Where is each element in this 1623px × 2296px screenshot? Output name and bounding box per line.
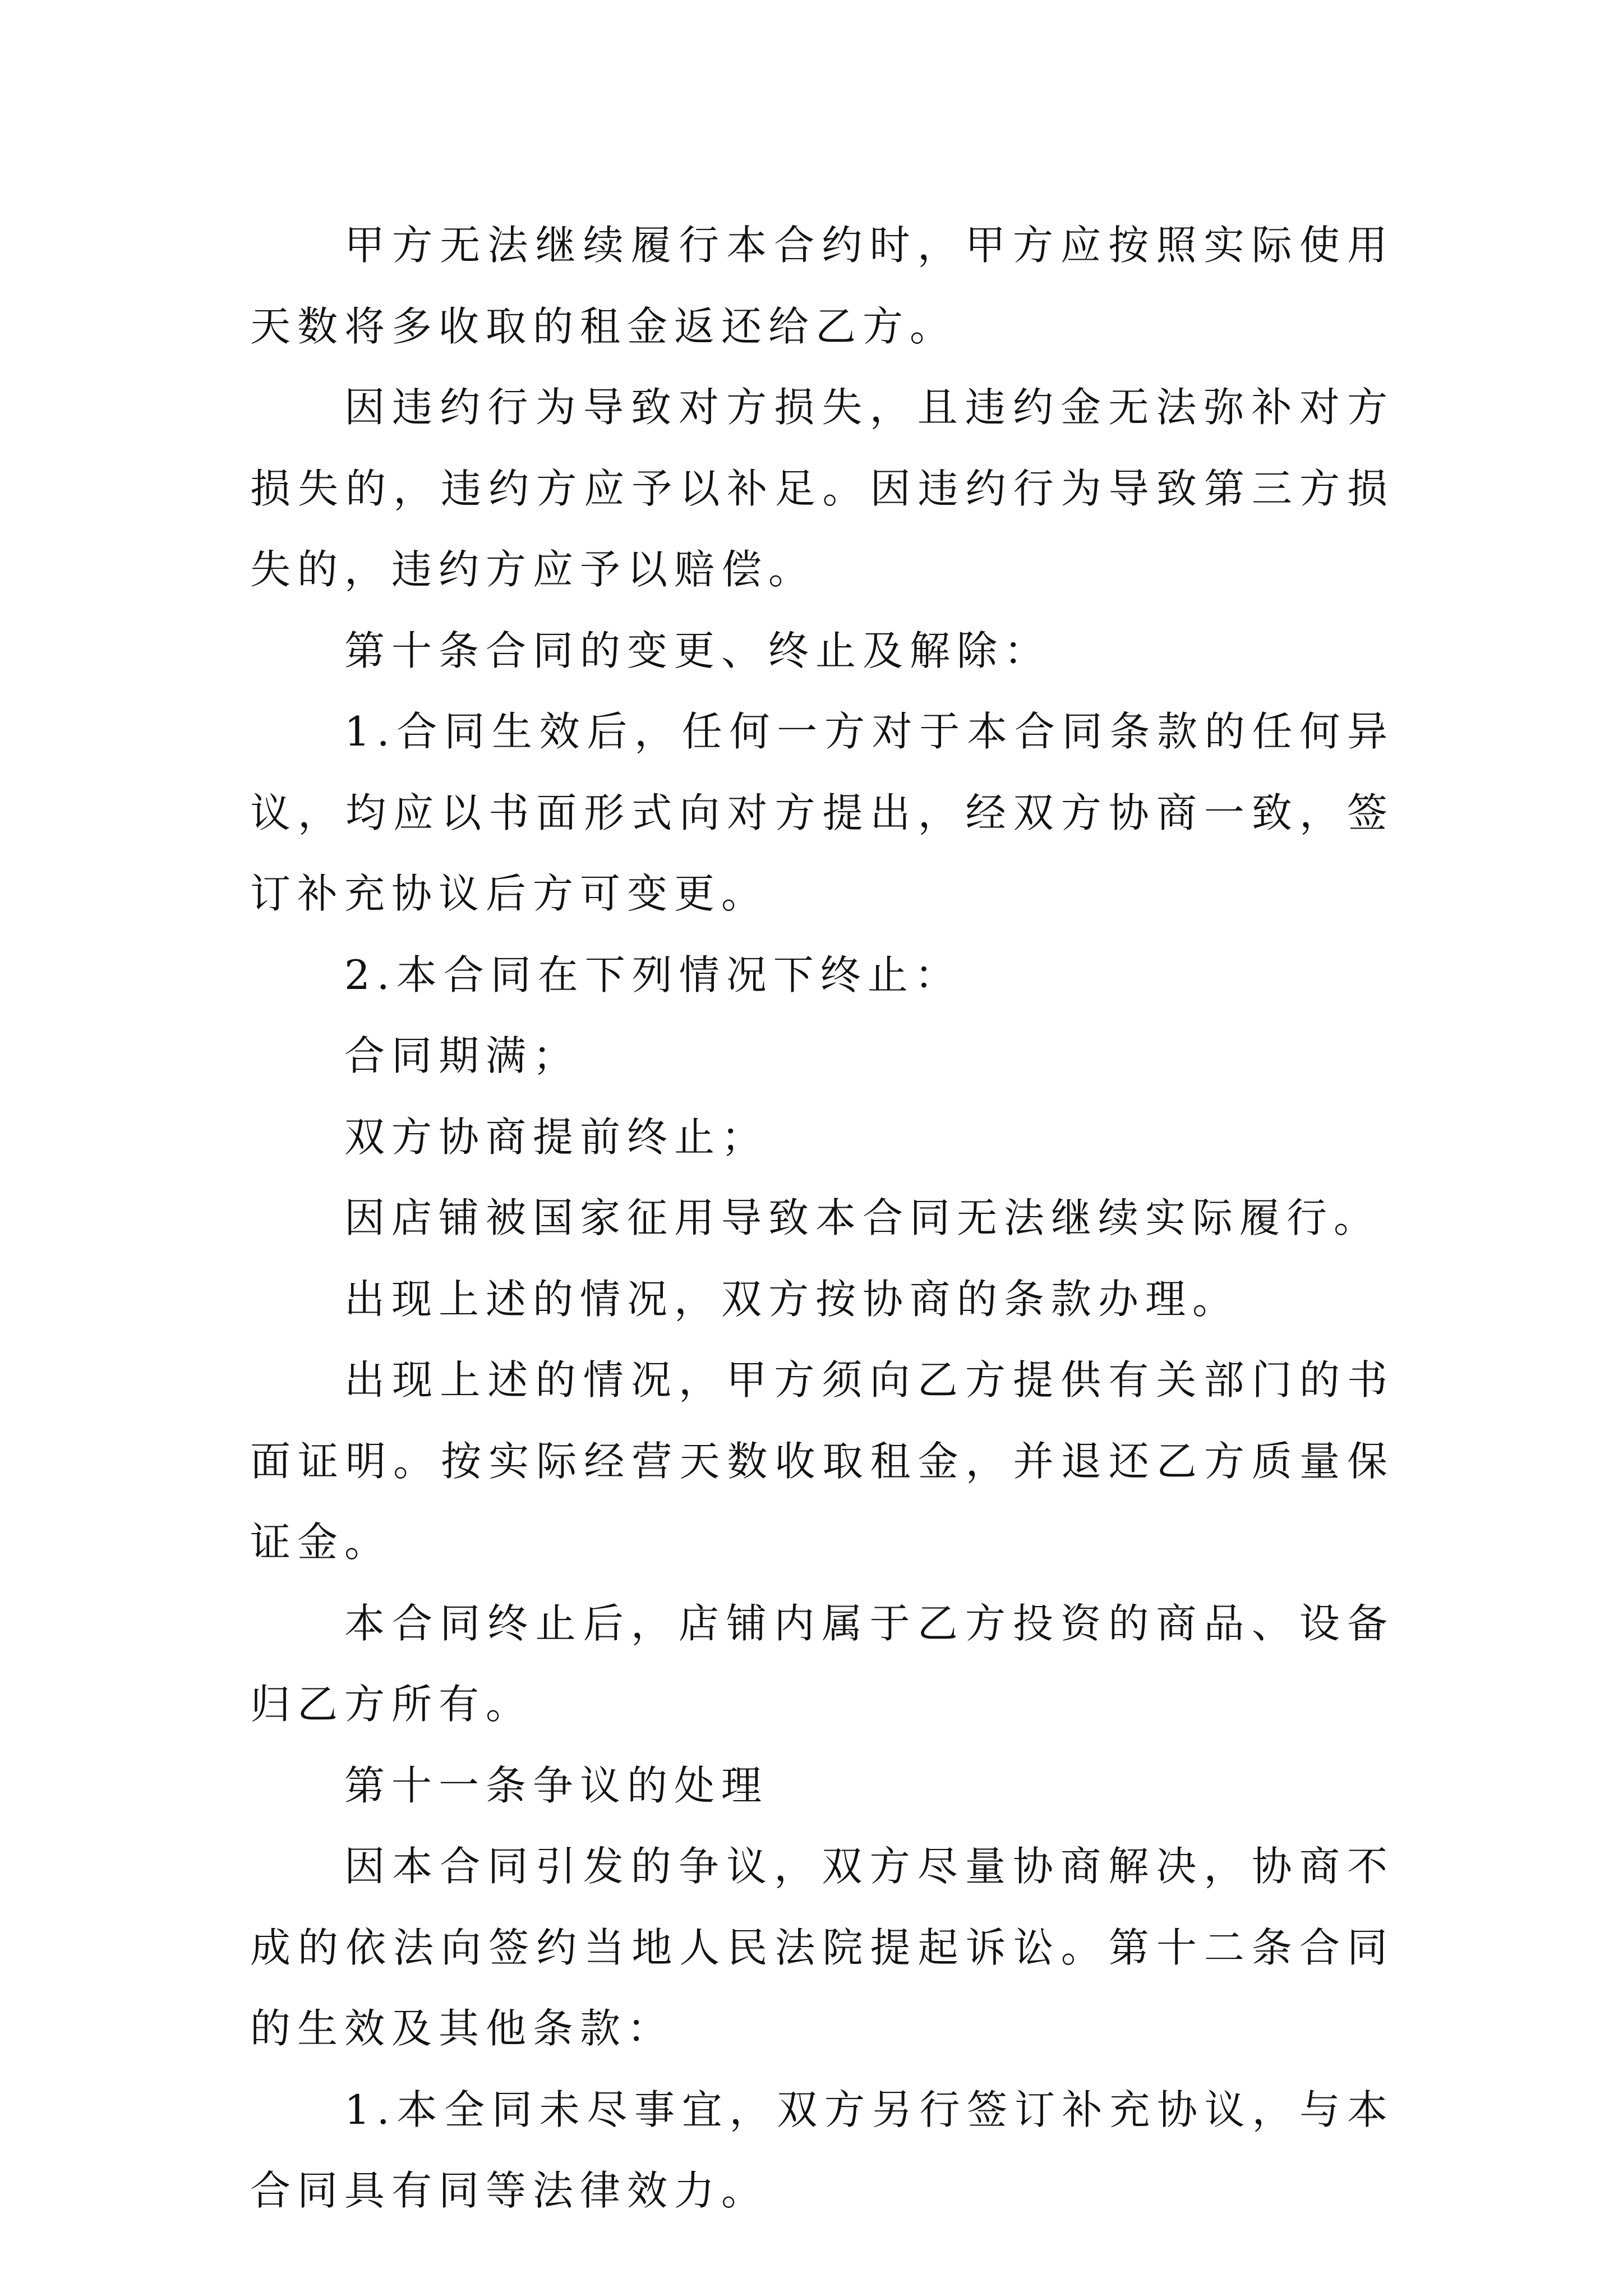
section-heading-article-10: 第十条合同的变更、终止及解除： [344,627,1052,674]
paragraph-asset-ownership: 本合同终止后，店铺内属于乙方投资的商品、设备归乙方所有。 [250,1599,1394,1728]
list-item-contract-expiry: 合同期满； [344,1032,580,1079]
document-body [250,205,1394,2231]
paragraph-refund-rent: 甲方无法继续履行本合约时，甲方应按照实际使用天数将多收取的租金返还给乙方。 [250,222,1394,350]
paragraph-amendment: 1.合同生效后，任何一方对于本合同条款的任何异议，均应以书面形式向对方提出，经双方协商一致，签订补充协议后方可变更。 [250,708,1394,917]
paragraph-handle-by-agreement: 出现上述的情况，双方按协商的条款办理。 [344,1275,1240,1323]
section-heading-article-11: 第十一条争议的处理 [344,1761,769,1809]
paragraph-termination-conditions: 2.本合同在下列情况下终止： [344,951,962,999]
paragraph-breach-compensation: 因违约行为导致对方损失，且违约金无法弥补对方损失的，违约方应予以补足。因违约行为导致第三方损失的，违约方应予以赔偿。 [250,384,1394,593]
paragraph-written-proof: 出现上述的情况，甲方须向乙方提供有关部门的书面证明。按实际经营天数收取租金，并退还乙方质量保证金。 [250,1356,1394,1566]
paragraph-supplementary-agreement: 1.本全同未尽事宜，双方另行签订补充协议，与本合同具有同等法律效力。 [250,2086,1394,2214]
list-item-early-termination: 双方协商提前终止； [344,1113,769,1161]
list-item-requisition: 因店铺被国家征用导致本合同无法继续实际履行。 [344,1194,1381,1241]
paragraph-dispute-resolution: 因本合同引发的争议，双方尽量协商解决，协商不成的依法向签约当地人民法院提起诉讼。第十二条合同的生效及其他条款： [250,1843,1394,2052]
